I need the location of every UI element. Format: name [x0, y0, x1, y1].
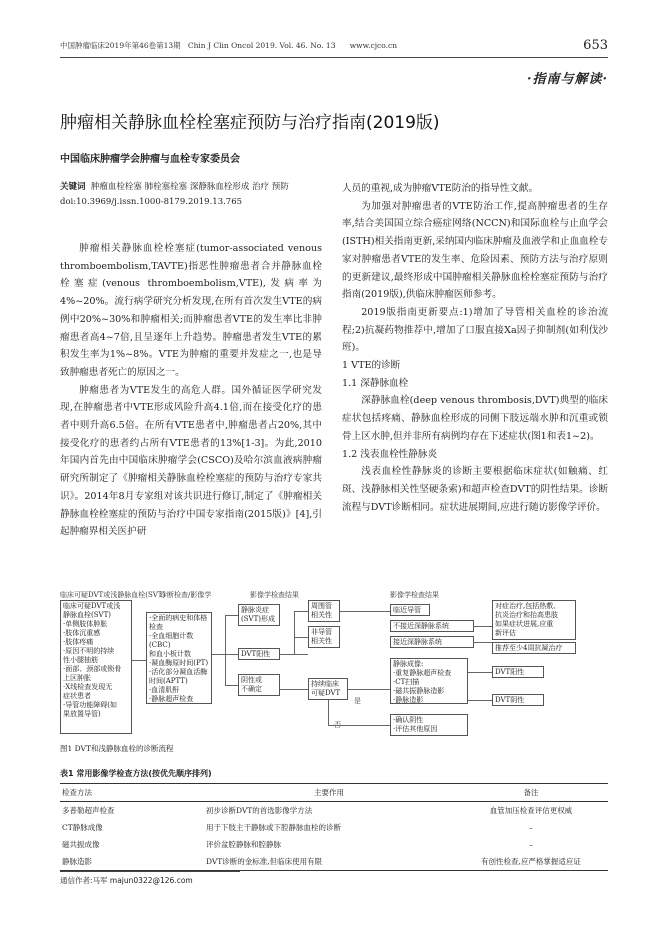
table-cell: 磁共振成像 — [62, 840, 100, 849]
table-cell: – — [529, 840, 533, 849]
paragraph: 肿瘤相关静脉血栓栓塞症(tumor-associated venous thromboembolism,TAVTE)指恶性肿瘤患者合并静脉血栓栓塞症(venous thromboembolism,VTE),发病率为4%~20%。流行病学研究分析发现,在所有首次发生VTE的病例中20%~30%和肿瘤相关;而肿瘤患者VTE的发生率比非肿瘤患者高4~7倍,且呈逐年上升趋势。肿瘤患者发生VTE的累积发生率为1%~8%。VTE为肿瘤的重要并发症之一,也是导致肿瘤患者死亡的原因之一。 — [60, 243, 322, 378]
flow-arrow — [132, 660, 146, 661]
flow-column-head: 诊断检查/影像学 — [160, 591, 212, 599]
catheter-related-box: 周围管 相关性 — [308, 600, 340, 622]
paragraph: 为加强对肿瘤患者的VTE防治工作,提高肿瘤患者的生存率,结合美国国立综合癌症网络(NCCN)和国际血栓与止血学会(ISTH)相关指南更新,采纳国内临床肿瘤及血液学和止血血栓专家对肿瘤患者VTE的发生率、危险因素、预防方法与治疗原则的更新建议,最终形成中国肿瘤相关静脉血栓栓塞症预防与治疗指南(2019版),供临床肿瘤医师参考。 — [342, 200, 608, 301]
persistent-suspicion-box: 持续临床 可疑DVT — [308, 678, 348, 700]
table-cell: 初步诊断DVT的首选影像学方法 — [206, 806, 313, 815]
article-title: 肿瘤相关静脉血栓栓塞症预防与治疗指南(2019版) — [60, 113, 440, 133]
paragraph: 肿瘤患者为VTE发生的高危人群。国外循证医学研究发现,在肿瘤患者中VTE形成风险升高4.1倍,而在接受化疗的患者中则升高6.5倍。在所有VTE患者中,肿瘤患者占20%,其中接受化疗的患者约占所有VTE患者的13%[1-3]。为此,2010年国内首先由中国临床肿瘤学会(CSCO)及哈尔滨血液病肿瘤研究所制定了《肿瘤相关静脉血栓栓塞症的预防与治疗专家共识》。2014年8月专家组对该共识进行修订,制定了《肿瘤相关静脉血栓栓塞症的预防与治疗中国专家指南(2015版)》[4],引起肿瘤界相关医护研 — [60, 384, 322, 538]
diagnosis-flowchart — [60, 590, 608, 738]
left-column — [60, 240, 322, 541]
table-cell: 用于下肢主干静脉或下腔静脉血栓的诊断 — [206, 823, 341, 832]
subsection-heading: 1.1 深静脉血栓 — [342, 377, 409, 389]
table-cell: CT静脉成像 — [62, 823, 103, 832]
table-cell: 静脉造影 — [60, 853, 204, 871]
flow-connector — [225, 615, 226, 685]
table-cell: – — [529, 823, 533, 832]
keywords-text: 肿瘤血栓栓塞 肺栓塞栓塞 深静脉血栓形成 治疗 预防 — [90, 182, 289, 192]
column-header: 检查方法 — [60, 784, 204, 802]
table-header-row — [60, 784, 608, 802]
flow-column-head: 影像学检查结果 — [250, 591, 299, 599]
clinical-signs-box: 临床可疑DVT或浅 静脉血栓(SVT) ·单侧肢体肿胀 ·肢体沉重感 ·肢体疼痛 ·原因不明的持续 性小腿抽筋 ·面部、颈部或锁骨 上区肿胀 ·X线检查发现无 症状患者 ·导管功能障碍(如 果放置导管) — [60, 600, 132, 734]
article-authors: 中国临床肿瘤学会肿瘤与血栓专家委员会 — [60, 154, 240, 165]
section-label: ·指南与解读· — [526, 72, 608, 87]
flow-arrow — [474, 642, 492, 643]
paragraph: 浅表血栓性静脉炎的诊断主要根据临床症状(如触痛、红斑、浅静脉相关性坚硬条索)和超声检查DVT的阴性结果。诊断流程与DVT诊断相同。症状进展期间,应进行随访影像学评价。 — [342, 466, 608, 513]
flow-arrow — [225, 615, 238, 616]
flow-arrow — [328, 725, 390, 726]
near-deep-box: 接近深静脉系统 — [390, 636, 474, 648]
svt-box: 静脉炎症 (SVT)形成 — [238, 604, 280, 626]
running-header: 中国肿瘤临床2019年第46卷第13期 Chin J Clin Oncol 2019. Vol. 46. No. 13 www.cjco.cn — [60, 41, 398, 50]
flow-arrow — [468, 700, 492, 701]
section-heading: 1 VTE的诊断 — [342, 360, 401, 372]
flow-column-head: 临床可疑DVT或浅静脉血栓(SVT) — [60, 591, 166, 599]
table-row — [60, 853, 608, 871]
table-row — [60, 819, 608, 836]
keywords-label: 关键词 — [60, 182, 86, 192]
non-catheter-box: 非导管 相关性 — [308, 626, 340, 648]
imaging-options-box: 静脉成像: ·重复静脉超声检查 ·CT扫描 ·磁共振静脉造影 ·静脉造影 — [390, 658, 468, 704]
flow-arrow — [468, 672, 492, 673]
keywords-block — [60, 180, 320, 210]
flow-arrow — [474, 626, 492, 627]
dvt-positive-box: DVT阳性 — [238, 648, 280, 660]
corresponding-author: 通信作者:马军 majun0322@126.com — [60, 876, 193, 885]
table-cell: 评价盆腔静脉和腔静脉 — [206, 840, 281, 849]
yes-label: 是 — [354, 697, 361, 705]
table-cell: DVT诊断的金标准,但临床使用有限 — [204, 853, 454, 871]
column-header: 主要作用 — [204, 784, 454, 802]
flow-arrow — [294, 611, 308, 612]
flow-column-head: 影像学检查结果 — [390, 591, 439, 599]
flow-arrow — [294, 637, 308, 638]
paragraph: 深静脉血栓(deep venous thrombosis,DVT)典型的临床症状包括疼痛、静脉血栓形成的同侧下肢远端水肿和沉重或锁骨上区水肿,但并非所有病例均存在下述症状(图1和表1~2)。 — [342, 395, 608, 442]
doi: doi:10.3969/j.issn.1000-8179.2019.13.765 — [60, 197, 243, 207]
table-caption: 表1 常用影像学检查方法(按优先顺序排列) — [60, 769, 212, 778]
figure-caption: 图1 DVT和浅静脉血栓的诊断流程 — [60, 744, 174, 753]
dvt-positive-outcome-box: DVT阳性 — [492, 666, 544, 678]
table-cell: 有创性检查,应严格掌握适应证 — [454, 853, 608, 871]
flow-connector — [294, 611, 295, 654]
symptomatic-treatment-box: 对症治疗,包括热敷、 抗炎治疗和抬高患肢 如果症状进展,应重 新评估 — [492, 600, 576, 640]
flow-connector — [328, 700, 329, 725]
dvt-negative-outcome-box: DVT阴性 — [492, 694, 544, 706]
paragraph: 2019版指南更新要点:1)增加了导管相关血栓的诊治流程;2)抗凝药物推荐中,增加了口服直接Xa因子抑制剂(如利伐沙班)。 — [342, 306, 608, 354]
near-catheter-box: 临近导管 — [390, 604, 430, 616]
right-column — [342, 180, 608, 516]
subsection-heading: 1.2 浅表血栓性静脉炎 — [342, 448, 438, 460]
flow-arrow — [280, 654, 308, 655]
anticoagulation-box: 推荐至少4周抗凝治疗 — [492, 642, 576, 654]
flow-arrow — [280, 689, 308, 690]
table-row — [60, 836, 608, 853]
header-rule — [60, 57, 608, 58]
column-header: 备注 — [454, 784, 608, 802]
table-cell: 多普勒超声检查 — [62, 806, 115, 815]
workup-box: ·全面的病史和体格 检查 ·全血细胞计数(CBC) 和血小板计数 ·凝血酶原时间(PT) ·活化部分凝血活酶 时间(APTT) ·血清肌酐 ·静脉超声检查 — [146, 612, 212, 704]
page-number: 653 — [583, 38, 608, 53]
footnote-rule — [60, 871, 240, 872]
table-row — [60, 802, 608, 820]
table-cell: 血管加压检查评估更权威 — [489, 806, 573, 815]
paragraph: 人员的重视,成为肿瘤VTE防治的指导性文献。 — [342, 183, 539, 194]
confirm-negative-box: ·确认阴性 ·评估其他原因 — [390, 714, 468, 736]
negative-box: 阴性或 不确定 — [238, 674, 280, 696]
flow-arrow — [340, 611, 390, 612]
flow-arrow — [348, 689, 390, 690]
not-near-deep-box: 不接近深静脉系统 — [390, 620, 474, 632]
flow-arrow — [225, 685, 238, 686]
imaging-methods-table — [60, 783, 608, 871]
